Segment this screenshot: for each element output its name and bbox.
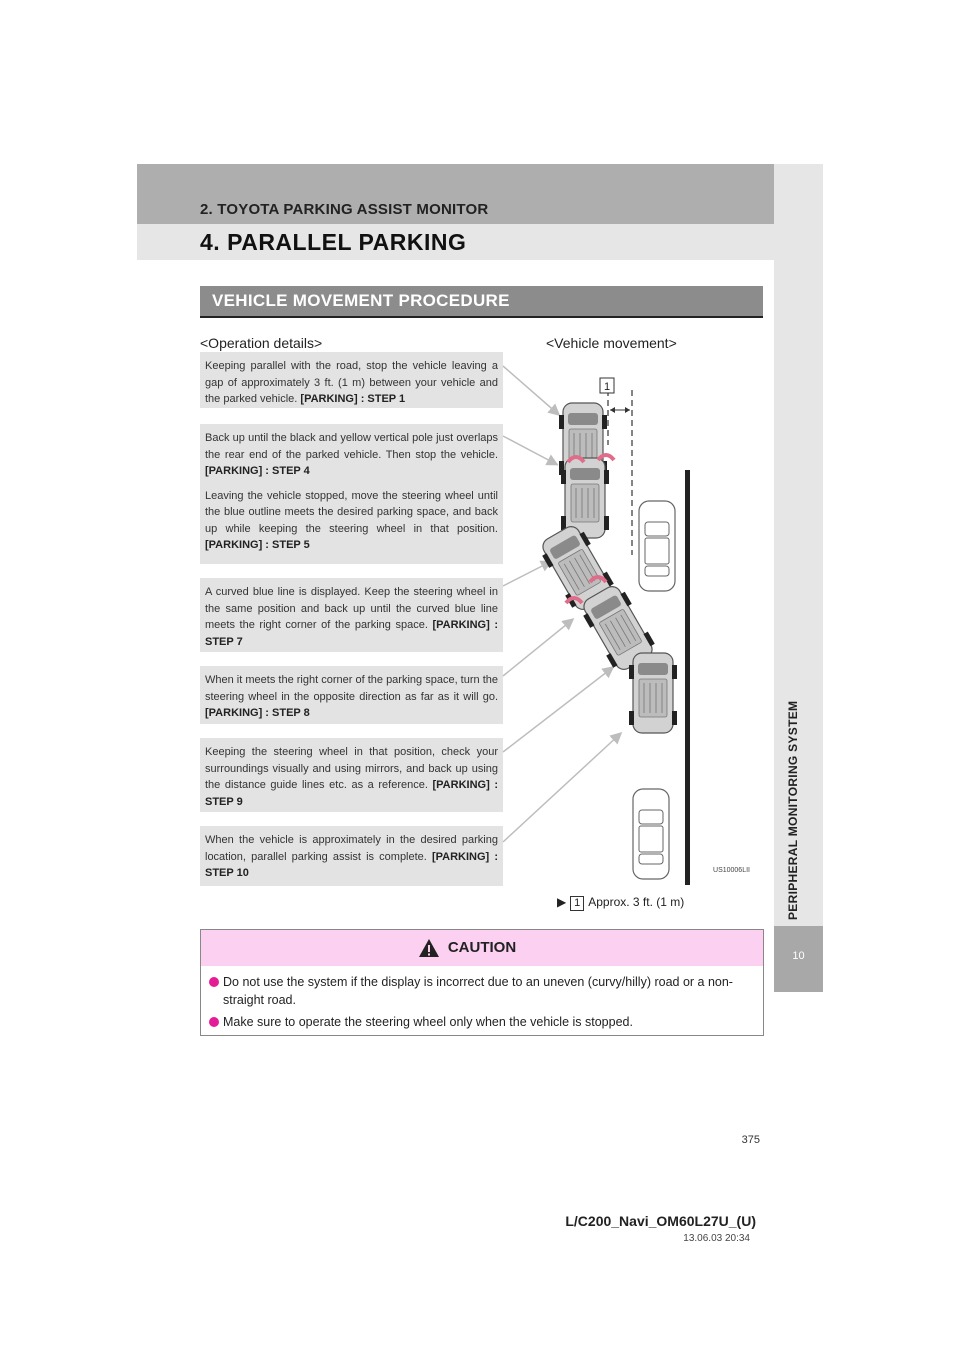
play-arrow-icon: ▶ (557, 895, 567, 909)
vehicle-movement-heading: <Vehicle movement> (546, 335, 677, 351)
step-box-4 (200, 666, 503, 724)
step-text: Back up until the black and yellow vertical pole just overlaps the rear end of the parked vehicle. Then stop the vehicle. (205, 432, 498, 461)
step-ref: [PARKING] : STEP 1 (300, 393, 406, 405)
curb-line (685, 470, 690, 885)
caution-box (200, 929, 764, 1036)
parked-car-rear (633, 789, 669, 879)
step-box-2 (200, 424, 503, 564)
step-ref: [PARKING] : STEP 10 (205, 850, 498, 879)
step-text: Keeping the steering wheel in that position, check your surroundings visually and using mirrors, and back up using the distance guide lines etc. as a reference. (205, 746, 498, 791)
vehicle-movement-diagram (500, 360, 770, 900)
caution-title: CAUTION (447, 939, 517, 956)
pointer-line (503, 620, 572, 676)
bullet-icon (209, 977, 219, 987)
step-text: When it meets the right corner of the parking space, turn the steering wheel in the opposite direction as far as it will go. (205, 674, 498, 703)
pointer-line (503, 562, 550, 586)
caution-header (201, 930, 763, 966)
suv-position-5 (629, 653, 677, 733)
page-number: 375 (741, 1134, 760, 1146)
step-box-6 (200, 826, 503, 886)
pointer-line (503, 366, 558, 414)
step-text: Leaving the vehicle stopped, move the steering wheel until the blue outline meets the desired parking space, and back up while keeping the steering wheel in that position. (205, 489, 498, 535)
image-code: US10006LII (713, 867, 750, 874)
bullet-icon (209, 1017, 219, 1027)
steering-arrow-icon (598, 455, 614, 460)
step-box-1 (200, 352, 503, 408)
step-ref: [PARKING] : STEP 5 (205, 539, 310, 551)
step-box-5 (200, 738, 503, 812)
caution-text: Do not use the system if the display is incorrect due to an uneven (curvy/hilly) road or a non-straight road. (223, 975, 733, 1007)
pointer-line (503, 734, 620, 842)
step-ref: [PARKING] : STEP 8 (205, 707, 310, 719)
pointer-line (503, 668, 612, 752)
parked-car-front (639, 501, 675, 591)
callout-number: 1 (603, 381, 611, 393)
step-text: Keeping parallel with the road, stop the vehicle leaving a gap of approximately 3 ft. (1 m) between your vehicle and the parked vehicle. (205, 360, 498, 405)
caution-item (209, 973, 755, 1009)
step-text: When the vehicle is approximately in the desired parking location, parallel parking assist is complete. (205, 834, 498, 863)
page-title: 4. PARALLEL PARKING (200, 229, 467, 255)
step-ref: [PARKING] : STEP 4 (205, 465, 310, 477)
suv-position-2 (561, 458, 609, 538)
diagram-legend (557, 895, 684, 911)
step-ref: [PARKING] : STEP 7 (205, 619, 498, 648)
document-date: 13.06.03 20:34 (683, 1233, 750, 1244)
step-ref: [PARKING] : STEP 9 (205, 779, 498, 808)
section-bar-title: VEHICLE MOVEMENT PROCEDURE (212, 291, 510, 310)
section-label: 2. TOYOTA PARKING ASSIST MONITOR (200, 201, 489, 218)
legend-text: Approx. 3 ft. (1 m) (588, 895, 685, 909)
caution-item (209, 1013, 755, 1031)
chapter-label: PERIPHERAL MONITORING SYSTEM (786, 700, 800, 920)
caution-text: Make sure to operate the steering wheel only when the vehicle is stopped. (223, 1015, 633, 1029)
legend-marker: 1 (570, 896, 584, 911)
document-code: L/C200_Navi_OM60L27U_(U) (565, 1213, 756, 1229)
caution-list (209, 973, 755, 1035)
pointer-line (503, 436, 556, 464)
step-text: A curved blue line is displayed. Keep the steering wheel in the same position and back up until the curved blue line meets the right corner of the parking space. (205, 586, 498, 631)
step-box-3 (200, 578, 503, 652)
operation-details-heading: <Operation details> (200, 335, 323, 351)
chapter-number: 10 (792, 950, 805, 962)
